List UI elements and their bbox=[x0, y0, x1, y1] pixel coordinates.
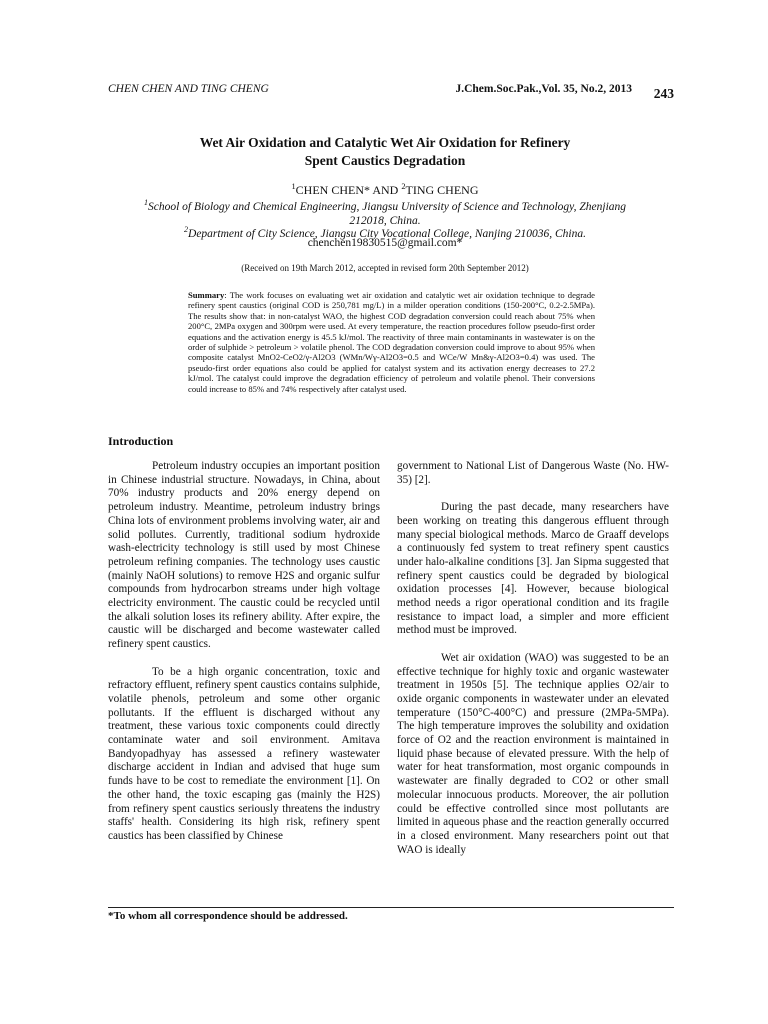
paragraph: government to National List of Dangerous Waste (No. HW-35) [2]. bbox=[397, 460, 669, 486]
paragraph: Petroleum industry occupies an important position in Chinese industrial structure. Nowadays, in China, about 70% industry products and 20% energy depend on petroleum industry. Meantime, petroleum industry brings China lots of environment problems involving water, air and solid pollutes. Currently, traditional sodium hydroxide wash-electricity technology is still used by most Chinese petroleum refining companies. The technology uses caustic (mainly NaOH solutions) to remove H2S and organic sulfur compounds from hydrocarbon streams under high voltage electricity environment. The caustic could be recycled until the alkali solution loses its refinery ability. After expire, the caustic will be discharged and become wastewater called refinery spent caustics. bbox=[108, 460, 380, 651]
affiliation-1-mark: 1 bbox=[143, 198, 148, 207]
left-column bbox=[108, 460, 380, 857]
author-2: TING CHENG bbox=[405, 183, 479, 197]
abstract-label: Summary bbox=[188, 290, 225, 300]
journal-citation: J.Chem.Soc.Pak.,Vol. 35, No.2, 2013 bbox=[455, 83, 632, 95]
author-2-affiliation-mark: 2 bbox=[401, 182, 406, 191]
affiliation-2-mark: 2 bbox=[183, 225, 189, 234]
section-heading-introduction: Introduction bbox=[108, 434, 174, 448]
affiliation-2-text: Department of City Science, Jiangsu City Vocational College, Nanjing 210036, China. bbox=[188, 227, 586, 240]
correspondence-footnote: *To whom all correspondence should be addressed. bbox=[108, 910, 348, 922]
article-title bbox=[150, 134, 620, 170]
right-column bbox=[397, 460, 669, 871]
title-line-2: Spent Caustics Degradation bbox=[304, 153, 466, 168]
title-line-1: Wet Air Oxidation and Catalytic Wet Air Oxidation for Refinery bbox=[199, 135, 571, 150]
author-1-affiliation-mark: 1 bbox=[291, 182, 296, 191]
received-dates: (Received on 19th March 2012, accepted in revised form 20th September 2012) bbox=[241, 263, 529, 273]
footnote-divider bbox=[108, 907, 674, 908]
paragraph: During the past decade, many researchers have been working on treating this dangerous effluent through many special biological methods. Marco de Graaff develops a continuously fed system to treat refinery spent caustics under halo-alkaline conditions [3]. Jan Sipma suggested that refinery spent caustics could be degraded by biological oxidation processes [4]. However, because biological method needs a rigor operational condition and its fragile resistance to impact load, a simpler and more efficient method must be improved. bbox=[397, 501, 669, 637]
abstract-text: : The work focuses on evaluating wet air oxidation and catalytic wet air oxidation technique to degrade refinery spent caustics (original COD is 250,781 mg/L) in a milder operation conditions (150-200°C, 0.2-2.5MPa). The results show that: in non-catalyst WAO, the highest COD degradation conversion could reach about 75% when 200°C, 2MPa oxygen and 300rpm were used. At every temperature, the reaction procedures follow pseudo-first order equations and the activation energy is 45.5 kJ/mol. The reactivity of three main contaminants in wastewater is on the order of sulphide > petroleum > volatile phenol. The COD degradation conversion could improve to about 95% when composite catalyst MnO2-CeO2/γ-Al2O3 (WMn/Wγ-Al2O3=0.5 and WCe/W Mn&γ-Al2O3=0.4) was used. The pseudo-first order equations also could be applied for catalyst system and its activation energy decreases to 27.2 kJ/mol. The catalyst could improve the degradation efficiency of petroleum and volatile phenol. Their conversions could increase to 85% and 74% respectively after catalyst used. bbox=[188, 290, 595, 394]
author-1: CHEN CHEN* AND bbox=[295, 183, 402, 197]
page-number: 243 bbox=[653, 86, 674, 101]
paragraph: Wet air oxidation (WAO) was suggested to be an effective technique for highly toxic and organic wastewater treatment in 1950s [5]. The technique applies O2/air to oxide organic components in wastewater under an elevated temperature (150°C-400°C) and pressure (2MPa-5MPa). The high temperature improves the solubility and oxidation force of O2 and the reaction environment is maintained in liquid phase because of elevated pressure. With the help of water for heat transformation, most organic compounds in wastewater are finally degraded to CO2 or other small molecular innocuous products. Moreover, the air pollution could be effective controlled since most pollutants are limited in aqueous phase and the reaction generally occurred in a closed environment. Many researchers point out that WAO is ideally bbox=[397, 651, 669, 856]
affiliation-1-text: School of Biology and Chemical Engineering, Jiangsu University of Science and Technology, Zhenjiang 212018, China. bbox=[148, 200, 627, 227]
running-head-authors: CHEN CHEN AND TING CHENG bbox=[108, 83, 269, 95]
abstract bbox=[188, 290, 595, 394]
paragraph: To be a high organic concentration, toxic and refractory effluent, refinery spent caustics contains sulphide, volatile phenols, petroleum and some other organic pollutants. If the effluent is discharged without any treatment, these various toxic components could directly contaminate water and soil environment. Amitava Bandyopadhyay has assessed a refinery wastewater discharge accident in Indian and advised that huge sum funds have to be cost to remediate the environment [1]. On the other hand, the toxic escaping gas (mainly the H2S) from refinery spent caustics seriously threatens the industry staffs' health. Considering its high risk, refinery spent caustics has been classified by Chinese bbox=[108, 665, 380, 842]
corresponding-email: chenchen19830515@gmail.com* bbox=[307, 237, 463, 249]
